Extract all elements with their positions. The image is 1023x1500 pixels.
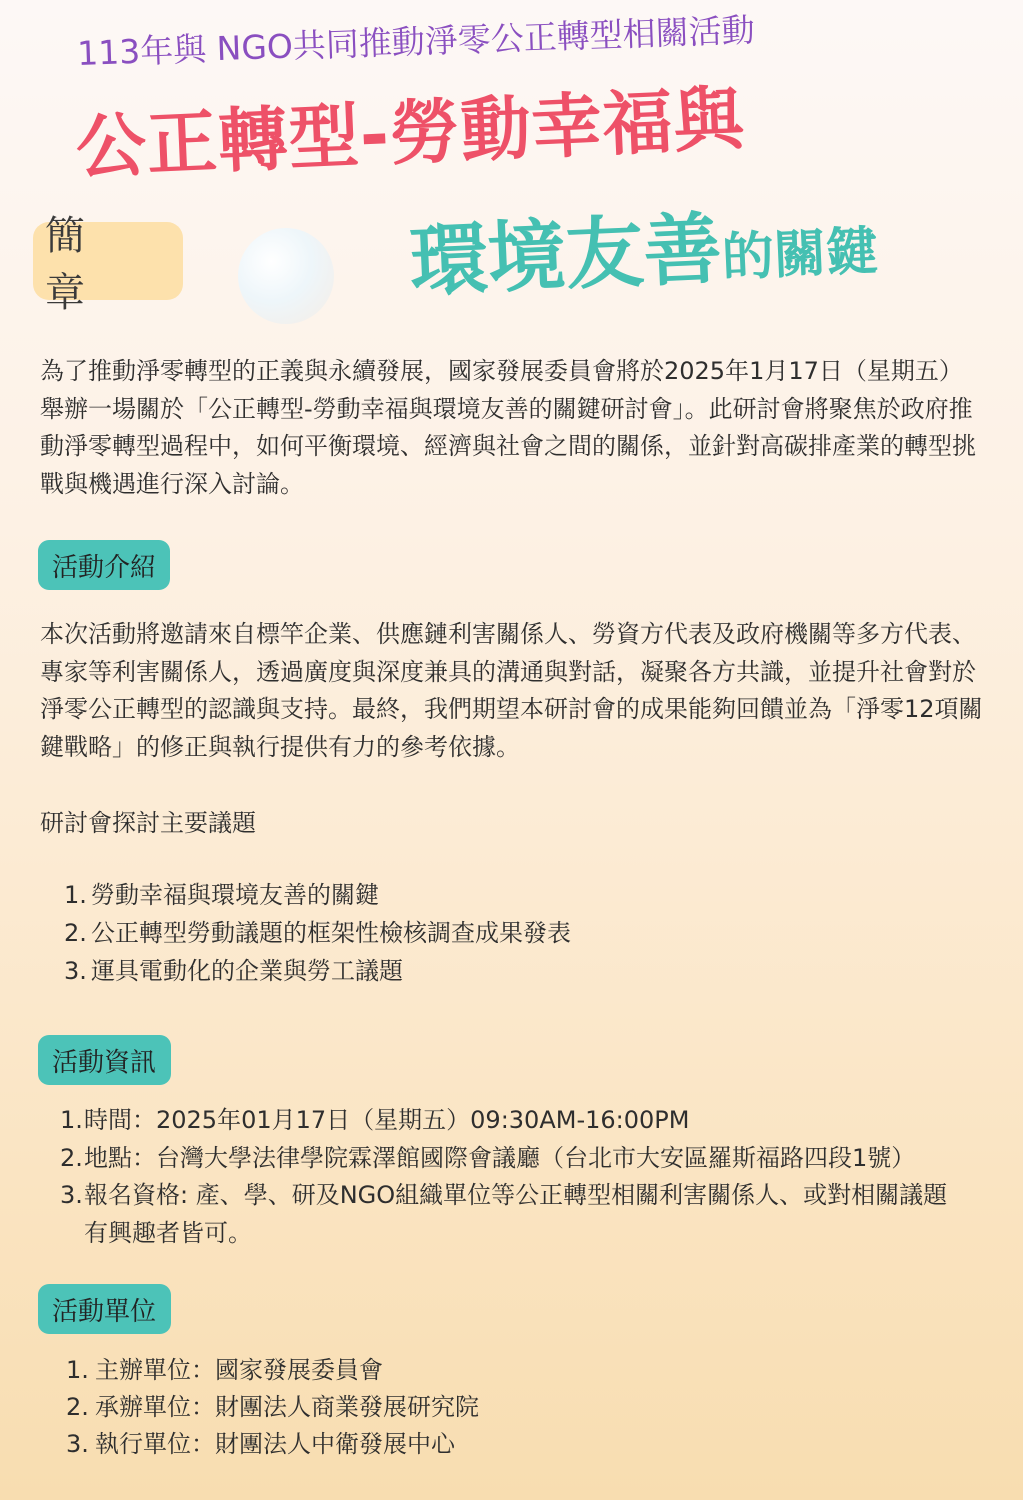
list-item-number: 1. bbox=[60, 1106, 83, 1134]
list-item-text: 運具電動化的企業與勞工議題 bbox=[91, 957, 403, 985]
list-item bbox=[66, 1352, 479, 1389]
topics-list bbox=[64, 876, 571, 990]
list-item bbox=[64, 914, 571, 952]
activity-info-list bbox=[60, 1102, 970, 1252]
list-item bbox=[64, 952, 571, 990]
list-item-text: 主辦單位：國家發展委員會 bbox=[95, 1356, 383, 1384]
list-item-number: 3. bbox=[64, 957, 87, 985]
list-item-number: 1. bbox=[64, 881, 87, 909]
list-item-number: 3. bbox=[60, 1181, 83, 1209]
activity-info-tag: 活動資訊 bbox=[38, 1035, 171, 1085]
list-item bbox=[66, 1426, 479, 1463]
list-item bbox=[60, 1140, 970, 1178]
topics-heading: 研討會探討主要議題 bbox=[40, 809, 256, 837]
list-item-text: 承辦單位：財團法人商業發展研究院 bbox=[95, 1393, 479, 1421]
activity-intro-tag: 活動介紹 bbox=[38, 540, 170, 590]
main-title-line2 bbox=[407, 174, 1011, 312]
brochure-label: 簡 章 bbox=[33, 222, 183, 300]
list-item-text: 執行單位：財團法人中衛發展中心 bbox=[95, 1430, 455, 1458]
list-item-number: 2. bbox=[66, 1393, 89, 1421]
list-item-text: 公正轉型勞動議題的框架性檢核調查成果發表 bbox=[91, 919, 571, 947]
organizers-list bbox=[66, 1352, 479, 1463]
decorative-orb bbox=[238, 228, 334, 324]
list-item-number: 1. bbox=[66, 1356, 89, 1384]
list-item-text: 報名資格: 產、學、研及NGO組織單位等公正轉型相關利害關係人、或對相關議題有興趣者皆可。 bbox=[84, 1181, 948, 1247]
organizers-tag: 活動單位 bbox=[38, 1284, 171, 1334]
main-title-line1: 公正轉型-勞動幸福與 bbox=[74, 77, 747, 190]
event-series-subtitle: 113年與 NGO共同推動淨零公正轉型相關活動 bbox=[76, 10, 756, 74]
intro-paragraph: 為了推動淨零轉型的正義與永續發展，國家發展委員會將於2025年1月17日（星期五）舉辦一場關於「公正轉型-勞動幸福與環境友善的關鍵研討會」。此研討會將聚焦於政府推動淨零轉型過程中，如何平衡環境、經濟與社會之間的關係，並針對高碳排產業的轉型挑戰與機遇進行深入討論。 bbox=[40, 357, 976, 498]
list-item-text: 地點：台灣大學法律學院霖澤館國際會議廳（台北市大安區羅斯福路四段1號） bbox=[84, 1143, 916, 1172]
list-item bbox=[60, 1102, 970, 1140]
list-item-number: 2. bbox=[64, 919, 87, 947]
list-item-number: 3. bbox=[66, 1430, 89, 1458]
main-title-line2-main: 環境友善 bbox=[407, 204, 724, 309]
list-item bbox=[64, 876, 571, 914]
activity-intro-paragraph: 本次活動將邀請來自標竿企業、供應鏈利害關係人、勞資方代表及政府機關等多方代表、專家等利害關係人，透過廣度與深度兼具的溝通與對話，凝聚各方共識，並提升社會對於淨零公正轉型的認識與支持。最終，我們期望本研討會的成果能夠回饋並為「淨零12項關鍵戰略」的修正與執行提供有力的參考依據。 bbox=[40, 620, 983, 761]
list-item bbox=[66, 1389, 479, 1426]
list-item-number: 2. bbox=[60, 1143, 83, 1172]
list-item bbox=[60, 1177, 970, 1252]
list-item-text: 勞動幸福與環境友善的關鍵 bbox=[91, 881, 379, 909]
main-title-line2-small: 的關鍵 bbox=[720, 221, 880, 289]
list-item-text: 時間：2025年01月17日（星期五）09:30AM-16:00PM bbox=[84, 1106, 690, 1134]
